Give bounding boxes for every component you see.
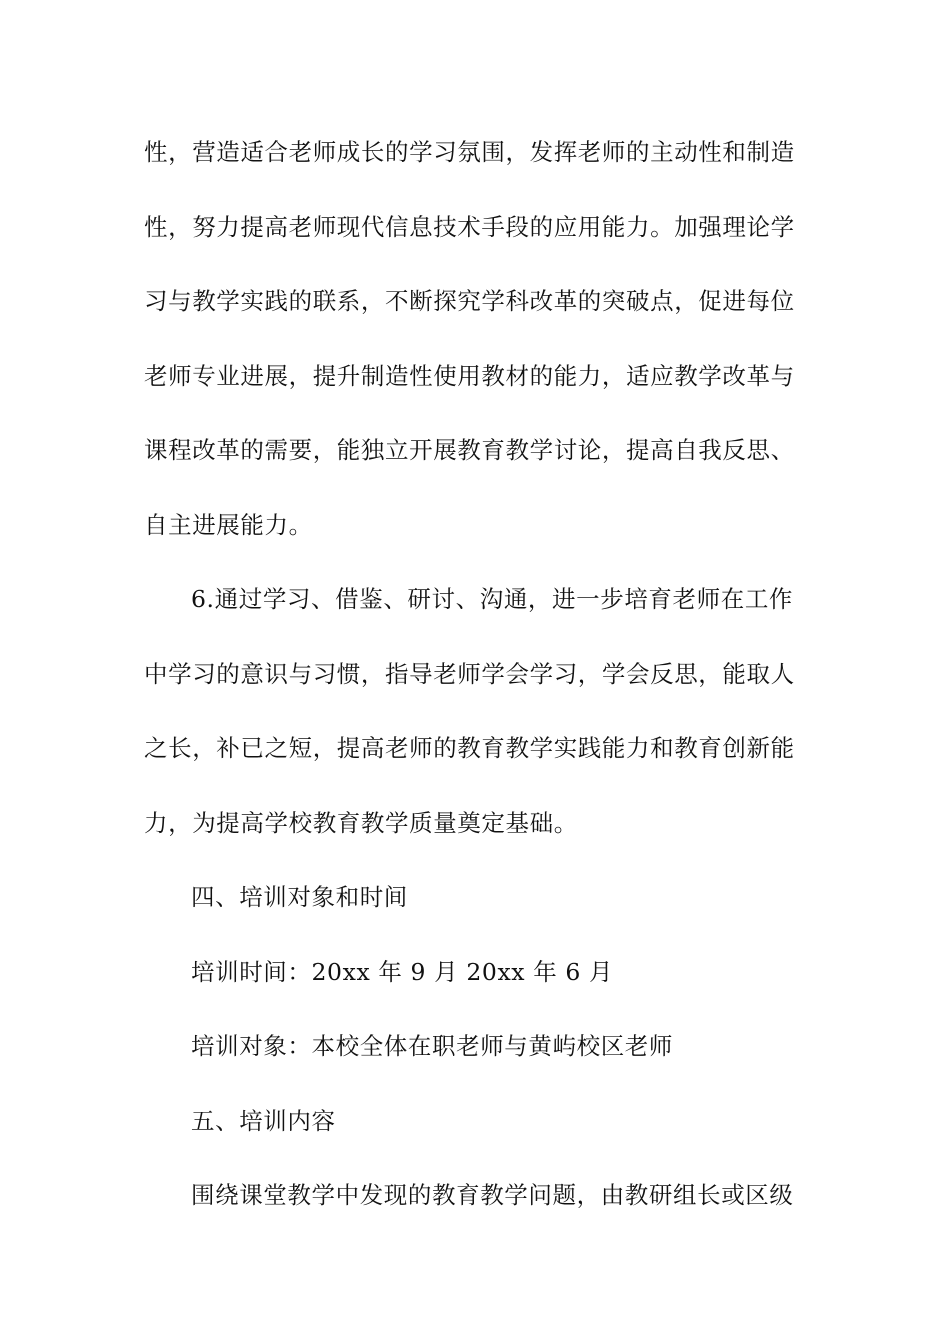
text-line: 老师专业进展，提升制造性使用教材的能力，适应教学改革与: [144, 361, 795, 390]
heading-text: 五、培训内容: [191, 1106, 336, 1135]
heading-text: 四、培训对象和时间: [191, 883, 408, 911]
text-line: 性，努力提高老师现代信息技术手段的应用能力。加强理论学: [144, 212, 795, 241]
text-line: 培训对象：本校全体在职老师与黄屿校区老师: [191, 1032, 673, 1060]
text-line: 围绕课堂教学中发现的教育教学问题，由教研组长或区级: [191, 1181, 794, 1209]
section-heading-5: [144, 1084, 808, 1159]
text-line: 培训时间：20xx 年 9 月 20xx 年 6 月: [191, 957, 614, 986]
text-line: 之长，补已之短，提高老师的教育教学实践能力和教育创新能: [144, 734, 795, 762]
document-body: [144, 115, 808, 1233]
text-line: 6.通过学习、借鉴、研讨、沟通，进一步培育老师在工作: [191, 585, 794, 613]
text-line: 自主进展能力。: [144, 510, 313, 539]
text-line: 习与教学实践的联系，不断探究学科改革的突破点，促进每位: [144, 287, 795, 315]
paragraph-training-time: [144, 935, 808, 1010]
section-heading-4: [144, 860, 808, 935]
paragraph-training-content: [144, 1158, 808, 1233]
text-line: 性，营造适合老师成长的学习氛围，发挥老师的主动性和制造: [144, 138, 795, 166]
text-line: 力，为提高学校教育教学质量奠定基础。: [144, 808, 578, 837]
paragraph-item-6: [144, 562, 808, 860]
paragraph-continuation: [144, 115, 808, 562]
text-line: 课程改革的需要，能独立开展教育教学讨论，提高自我反思、: [144, 436, 795, 464]
paragraph-training-target: [144, 1009, 808, 1084]
text-line: 中学习的意识与习惯，指导老师学会学习，学会反思，能取人: [144, 659, 795, 688]
